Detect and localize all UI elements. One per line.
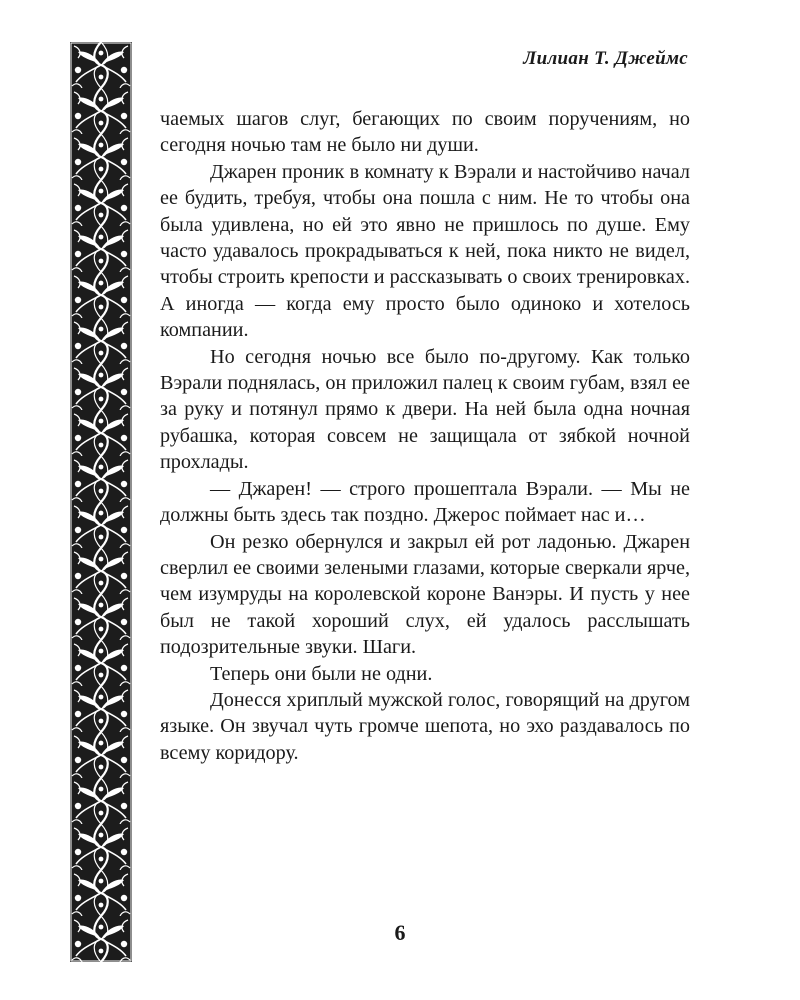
page-number: 6 xyxy=(394,920,406,945)
paragraph: Он резко обернулся и закрыл ей рот ладонью. Джарен сверлил ее своими зелеными глазами, которые сверкали ярче, чем изумруды на королевской короне Ванэры. И пусть у нее был не такой хороший слух, ей удалось расслышать подозрительные звуки. Шаги. xyxy=(160,530,690,659)
running-head: Лилиан Т. Джеймс xyxy=(523,48,688,69)
paragraph: — Джарен! — строго прошептала Вэрали. — Мы не должны быть здесь так поздно. Джерос поймает нас и… xyxy=(160,477,690,527)
paragraph: Донесся хриплый мужской голос, говорящий на другом языке. Он звучал чуть громче шепота, но эхо раздавалось по всему коридору. xyxy=(160,688,690,764)
body-text xyxy=(160,106,690,766)
paragraph: Джарен проник в комнату к Вэрали и настойчиво начал ее будить, требуя, чтобы она пошла с ним. Не то чтобы она была удивлена, но ей это явно не пришлось по душе. Ему часто удавалось прокрадываться к ней, пока никто не видел, чтобы строить крепости и рассказывать о своих тренировках. А иногда — когда ему просто было одиноко и хотелось компании. xyxy=(160,160,690,342)
paragraph: Теперь они были не одни. xyxy=(210,662,433,685)
floral-vine-border-icon xyxy=(70,42,132,962)
paragraph: чаемых шагов слуг, бегающих по своим поручениям, но сегодня ночью там не было ни души. xyxy=(160,108,690,157)
paragraph: Но сегодня ночью все было по-другому. Как только Вэрали поднялась, он приложил палец к своим губам, взял ее за руку и потянул прямо к двери. На ней была одна ночная рубашка, которая совсем не защищала от зябкой ночной прохлады. xyxy=(160,345,690,474)
